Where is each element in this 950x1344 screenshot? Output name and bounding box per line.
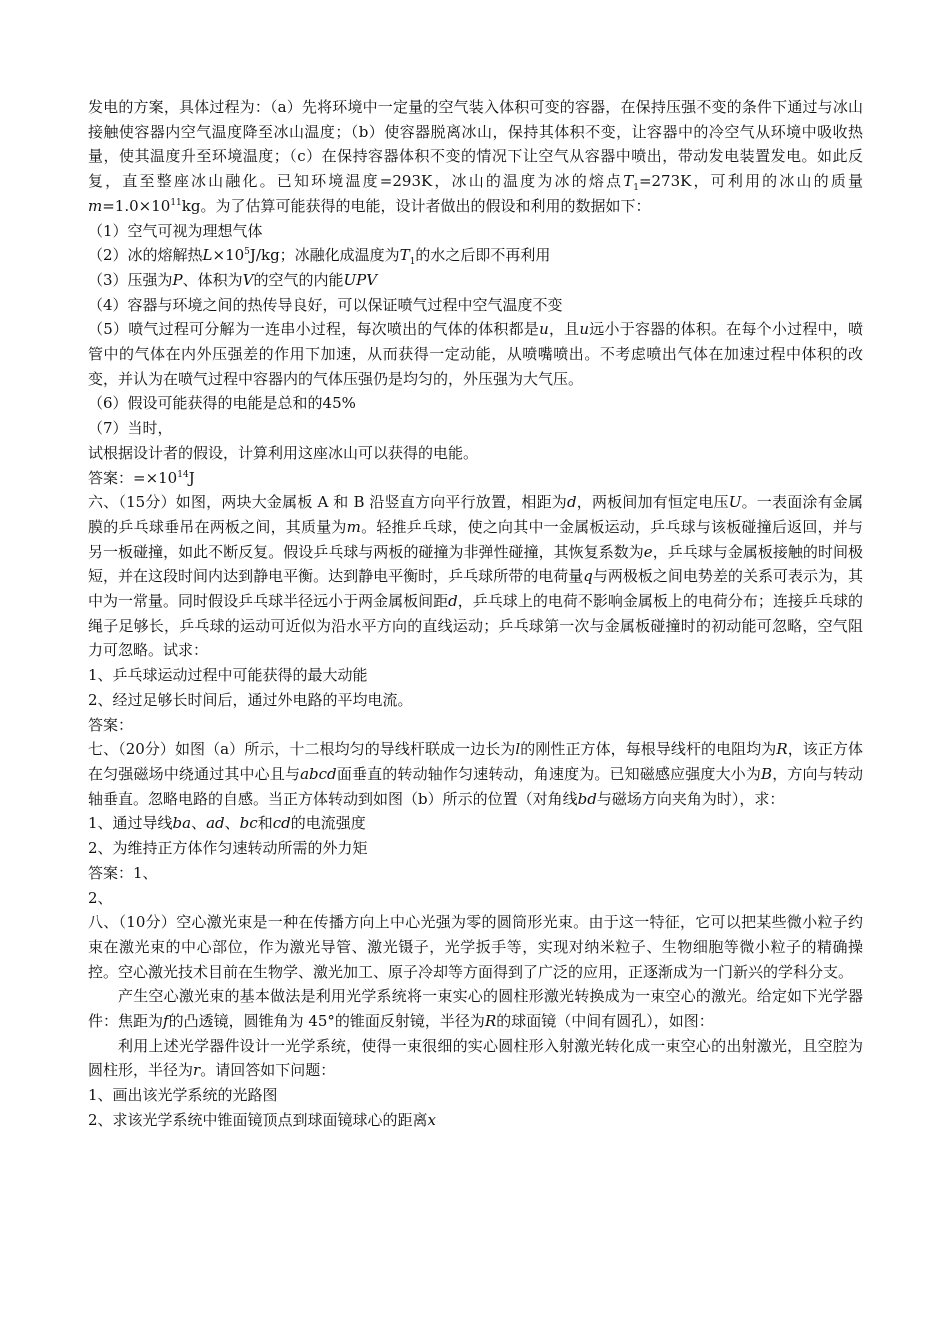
section-7-question-2: 2、为维持正方体作匀速转动所需的外力矩 bbox=[88, 839, 368, 858]
assumption-7: （7）当时， bbox=[88, 419, 173, 438]
section-8-intro: 八、（10分）空心激光束是一种在传播方向上中心光强为零的圆筒形光束。由于这一特征，它可以把某些微小粒子约束在激光束的中心部位，作为激光导管、激光镊子，光学扳手等，实现对纳米粒子、生物细胞等微小粒子的精确操控。空心激光技术目前在生物学、激光加工、原子冷却等方面得到了广泛的应用，正逐渐成为一门新兴的学科分支。 bbox=[88, 913, 863, 981]
section-7-answer-1: 答案：1、 bbox=[88, 863, 158, 882]
section-6-problem: 六、（15分）如图，两块大金属板 A 和 B 沿竖直方向平行放置，相距为d，两板间加有恒定电压U。一表面涂有金属膜的乒乓球垂吊在两板之间，其质量为m。轻推乒乓球，使之向其中一金属板运动，乒乓球与该板碰撞后返回，并与另一板碰撞，如此不断反复。假设乒乓球与两板的碰撞为非弹性碰撞，其恢复系数为e，乒乓球与金属板接触的时间极短，并在这段时间内达到静电平衡。达到静电平衡时，乒乓球所带的电荷量q与两极板之间电势差的关系可表示为，其中为一常量。同时假设乒乓球半径远小于两金属板间距d，乒乓球上的电荷不影响金属板上的电荷分布；连接乒乓球的绳子足够长，乒乓球的运动可近似为沿水平方向的直线运动；乒乓球第一次与金属板碰撞时的初动能可忽略，空气阻力可忽略。试求： bbox=[88, 493, 863, 660]
section-8-question-1: 1、画出该光学系统的光路图 bbox=[88, 1086, 278, 1105]
section-6-question-2: 2、经过足够长时间后，通过外电路的平均电流。 bbox=[88, 690, 413, 709]
section-8-question-2: 2、求该光学系统中锥面镜顶点到球面镜球心的距离x bbox=[88, 1110, 437, 1129]
assumption-3: （3）压强为P、体积为V的空气的内能UPV bbox=[88, 270, 378, 289]
assumption-4: （4）容器与环境之间的热传导良好，可以保证喷气过程中空气温度不变 bbox=[88, 295, 563, 314]
question-5-prompt: 试根据设计者的假设，计算利用这座冰山可以获得的电能。 bbox=[88, 443, 479, 462]
paragraph-iceberg-intro: 发电的方案，具体过程为：（a）先将环境中一定量的空气装入体积可变的容器，在保持压强不变的条件下通过与冰山接触使容器内空气温度降至冰山温度；（b）使容器脱离冰山，保持其体积不变，让容器中的冷空气从环境中吸收热量，使其温度升至环境温度；（c）在保持容器体积不变的情况下让空气从容器中喷出，带动发电装置发电。如此反复，直至整座冰山融化。已知环境温度=293K，冰山的温度为冰的熔点$T_1=273K$，可利用的冰山的质量$m=1.0\times 10^{11}kg$。为了估算可能获得的电能，设计者做出的假设和利用的数据如下： bbox=[88, 98, 863, 215]
section-7-problem: 七、（20分）如图（a）所示，十二根均匀的导线杆联成一边长为l的刚性正方体，每根导线杆的电阻均为R，该正方体在匀强磁场中绕通过其中心且与abcd面垂直的转动轴作匀速转动，角速度为。已知磁感应强度大小为B，方向与转动轴垂直。忽略电路的自感。当正方体转动到如图（b）所示的位置（对角线bd与磁场方向夹角为时），求： bbox=[88, 740, 863, 808]
document-page bbox=[88, 95, 863, 1133]
section-8-paragraph-2: 产生空心激光束的基本做法是利用光学系统将一束实心的圆柱形激光转换成为一束空心的激光。给定如下光学器件：焦距为f的凸透镜，圆锥角为 45°的锥面反射镜，半径为R的球面镜（中间有圆孔），如图： bbox=[88, 987, 863, 1031]
section-6-question-1: 1、乒乓球运动过程中可能获得的最大动能 bbox=[88, 666, 368, 685]
section-7-answer-2: 2、 bbox=[88, 888, 113, 907]
assumption-5: （5）喷气过程可分解为一连串小过程，每次喷出的气体的体积都是u，且u远小于容器的体积。在每个小过程中，喷管中的气体在内外压强差的作用下加速，从而获得一定动能，从喷嘴喷出。不考虑喷出气体在加速过程中体积的改变，并认为在喷气过程中容器内的气体压强仍是均匀的，外压强为大气压。 bbox=[88, 320, 863, 388]
section-7-question-1: 1、通过导线ba、ad、bc和cd的电流强度 bbox=[88, 814, 366, 833]
section-8-paragraph-3: 利用上述光学器件设计一光学系统，使得一束很细的实心圆柱形入射激光转化成一束空心的出射激光，且空腔为圆柱形，半径为r。请回答如下问题： bbox=[88, 1036, 863, 1080]
section-6-answer: 答案： bbox=[88, 715, 134, 734]
question-5-answer: 答案：$=\times 10^{14}J$ bbox=[88, 468, 195, 487]
assumption-1: （1）空气可视为理想气体 bbox=[88, 221, 263, 240]
assumption-6: （6）假设可能获得的电能是总和的45% bbox=[88, 394, 356, 413]
assumption-2: （2）冰的熔解热$L\times 10^5J/kg$；冰融化成温度为$T_1$的水之后即不再利用 bbox=[88, 246, 551, 268]
